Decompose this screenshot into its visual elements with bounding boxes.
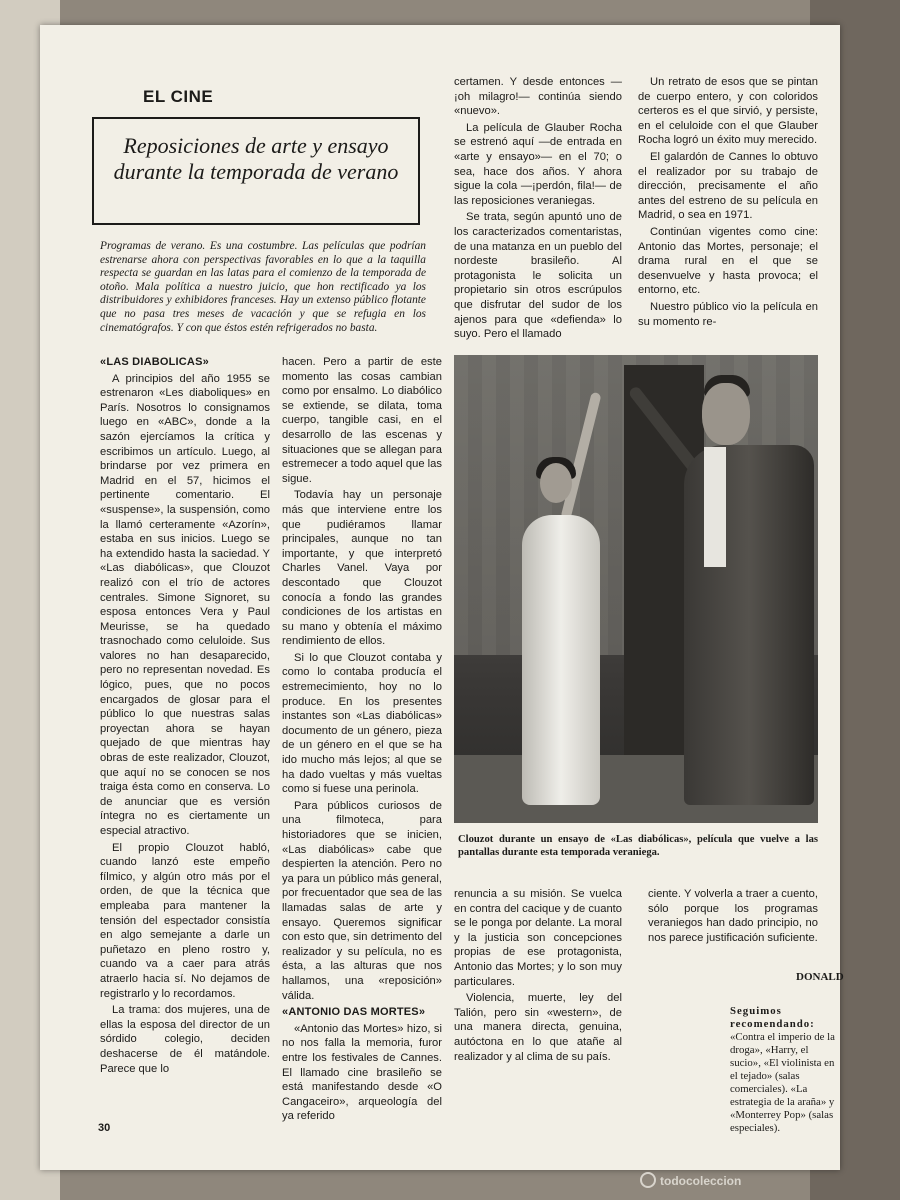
- watermark-text: todocoleccion: [660, 1174, 742, 1188]
- watermark: [640, 1172, 741, 1188]
- paragraph: Continúan vigentes como cine: Antonio das Mortes, personaje; el drama rural en el que se desenvuelve y hasta provoca; el entorno, etc.: [638, 225, 818, 297]
- paragraph: El propio Clouzot habló, cuando lanzó este empeño fílmico, y algún otro más por el orden, de que la técnica que empleaba para mantener la tensión del espectador consistía en algo semejante a darle un puñetazo en pleno rostro y, cuando va a caer para atrás atraerlo hacia sí. No dejamos de registrarlo y lo recordamos.: [100, 841, 270, 1000]
- magazine-page: [40, 25, 844, 1170]
- photo-clouzot-rehearsal: [454, 355, 818, 823]
- paragraph: Todavía hay un personaje más que intervienе entre los que pudiéramos llamar principales, aunque no tan importante, y que interpretó Charles Vanel. Vaya por descontado que Clouzot conocía a fondo las grandes condiciones de los artistas en su mano y obtenía el máximo rendimiento de ellos.: [282, 489, 442, 648]
- column-1: [100, 355, 270, 1078]
- section-label: EL CINE: [135, 87, 221, 107]
- article-title: Reposiciones de arte y ensayo durante la temporada de verano: [113, 133, 399, 184]
- paragraph: El galardón de Cannes lo obtuvo el realizador por su trabajo de dirección, precisamente el año antes del estreno de su película en Madrid, o sea en 1971.: [638, 150, 818, 222]
- recommendations-text: «Contra el imperio de la droga», «Harry, el sucio», «El violinista en el tejado» (salas comerciales). «La estrategia de la araña» y «Monterrey Pop» (salas especiales).: [730, 1031, 835, 1134]
- paragraph: La película de Glauber Rocha se estrenó aquí —de entrada en «arte y ensayo»— en el 70; o sea, hace dos años. Y ahora sigue la cola —¡perdón, fila!— de las reposiciones veraniegas.: [454, 121, 622, 207]
- column-3: [454, 75, 622, 344]
- column-4: [638, 75, 818, 331]
- column-2: [282, 355, 442, 1126]
- paragraph: Se trata, según apuntó uno de los caracterizados comentaristas, de una matanza en un pueblo del nordeste brasileño. Al protagonista le solicita un propietario sin otros escrúpulos que disfrutar del sudor de los ajenos para que «defienda» lo suyo. Pero el llamado: [454, 211, 622, 341]
- column-6: [648, 887, 818, 947]
- author-signature: DONALD: [796, 971, 844, 983]
- paragraph: certamen. Y desde entonces —¡oh milagro!— continúa siendo «nuevo».: [454, 76, 622, 118]
- watermark-logo-icon: [640, 1172, 656, 1188]
- recommendations-lead: Seguimos recomendando:: [730, 1005, 815, 1030]
- paragraph: Nuestro público vio la película en su momento re-: [638, 300, 818, 328]
- paragraph: Para públicos curiosos de una filmoteca, para historiadores que se inicien, «Las diabólicas» cabe que despierten la atención. Pero no ya para un público más general, por frecuentador que sea de las llamadas salas de arte y ensayo. Queremos significar con esto que, sin detrimento del realizador y su película, no es ésta, a las alturas que nos hallamos, una «reposición» válida.: [282, 799, 442, 1002]
- paragraph: ciente. Y volverla a traer a cuento, sólo porque los programas veraniegos han dado principio, no nos parece justificación suficiente.: [648, 888, 818, 944]
- paragraph: Violencia, muerte, ley del Talión, pero sin «western», de una manera directa, genuina, autóctona en lo que atañe al realizador y al clima de su país.: [454, 992, 622, 1063]
- article-intro: Programas de verano. Es una costumbre. Las películas que podrían estrenarse ahora con perspectivas favorables en lo que a la taquilla respecta se guardan en las latas para el comienzo de la temporada de otoño. Mala política a nuestro juicio, que hon rectificado ya los distribuidores y exhibidores franceses. Hay un extenso público flotante que no pasa tres meses de vacación y que se refugia en los cinematógrafos. Y con que éstos estén refrigerados no basta.: [100, 240, 426, 334]
- paragraph: La trama: dos mujeres, una de ellas la esposa del director de un sórdido colegio, deciden deshacerse de él matándole. Parece que lo: [100, 1004, 270, 1075]
- section-heading-diabolicas: «LAS DIABOLICAS»: [100, 356, 209, 368]
- paragraph: Si lo que Clouzot contaba y como lo contaba producía el estremecimiento, hoy no lo produce. En los presentes instantes son «Las diabólicas» documento de un género, pieza de un género en el que se ha ido mucho más lejos; al que se ha dado vueltas y más vueltas como si fuese una perinola.: [282, 651, 442, 796]
- page-number: 30: [98, 1122, 111, 1134]
- column-5: [454, 887, 622, 1066]
- paragraph: hacen. Pero a partir de este momento las cosas cambian como por ensalmo. Lo diabólico se extiende, se dilata, toma cuerpo, tangible casi, en el desarrollo de las escenas y situaciones que se allegan para estremecer a todo aquel que las sigue.: [282, 356, 442, 485]
- paragraph: A principios del año 1955 se estrenaron «Les diaboliques» en París. Nosotros lo consignamos luego en «ABC», donde a la sazón ejercíamos la crítica y escribimos un artículo. Luego, al brindarse por vez primera en Madrid en el 57, hicimos el pertinente comentario. El «suspense», la suspensión, como la llamó certeramente «Azorín», estaba en sus inicios. Luego se ha extendido hasta la saciedad. Y «Las diabólicas», que Clouzot realizó con el trío de actores centrales. Simone Signoret, su esposa entonces Vera y Paul Meurisse, se ha quedado trasnochado como celuloide. Sus valores no han desaparecido, pero no representan novedad. Es lógico, pues, que no pocos encargados de glosar para el público lo que nuestras salas proyectan ahora se hayan quejado de que mientras hay obras de este realizador, Clouzot, que aquí no se conocen se nos traiga ésta como en conserva. Lo de anunciar que es versión íntegra no es ciertamente un especial atractivo.: [100, 372, 270, 837]
- section-heading-antonio: «ANTONIO DAS MORTES»: [282, 1006, 426, 1019]
- photo-caption: Clouzot durante un ensayo de «Las diabólicas», película que vuelve a las pantallas durante esta temporada veraniega.: [458, 834, 818, 858]
- paragraph: renuncia a su misión. Se vuelca en contra del cacique y de cuanto se le ponga por delante. La moral y la justicia son concepciones propias de ese protagonista, Antonio das Mortes; y lo son muy particulares.: [454, 888, 622, 988]
- recommendations-box: [730, 1005, 842, 1135]
- paragraph: «Antonio das Mortes» hizo, si no nos falla la memoria, furor entre los festivales de Cannes. El llamado cine brasileño se está manifestando desde «O Cangaceiro», arqueología del ya referido: [282, 1022, 442, 1123]
- paragraph: Un retrato de esos que se pintan de cuerpo entero, y con coloridos certeros es el que sirvió, y persiste, en el celuloide con el que Glauber Rocha logró un éxito muy merecido.: [638, 76, 818, 147]
- title-box: [92, 117, 420, 225]
